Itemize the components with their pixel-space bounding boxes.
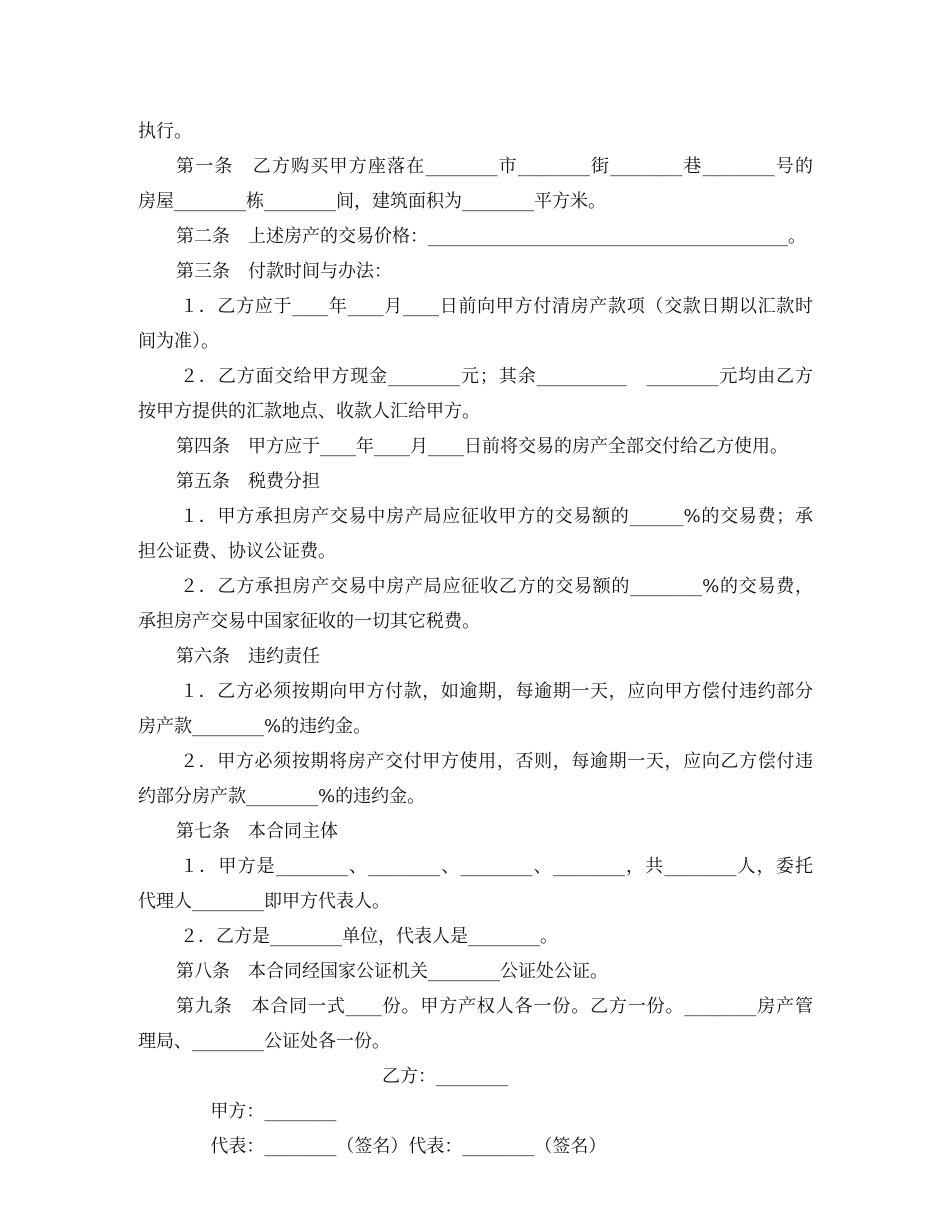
text-line: 约部分房产款________%的违约金。 — [138, 786, 426, 807]
clause-line: ２．甲方必须按期将房产交付甲方使用，否则，每逾期一天，应向乙方偿付违 — [180, 751, 813, 772]
article-9-line: 第九条 本合同一式____份。甲方产权人各一份。乙方一份。________房产管 — [176, 996, 813, 1017]
article-6-heading: 第六条 违约责任 — [176, 646, 320, 667]
text-line: 执行。 — [138, 121, 192, 142]
party-b-label: 乙方：________ — [382, 1066, 508, 1087]
clause-line: ２．乙方面交给甲方现金________元；其余__________ ________元均由乙方 — [180, 366, 813, 387]
article-8-line: 第八条 本合同经国家公证机关________公证处公证。 — [176, 961, 608, 982]
clause-line: １．甲方是________、________、________、________，共________人，委托 — [180, 856, 813, 877]
text-line: 理局、________公证处各一份。 — [138, 1031, 390, 1052]
article-4-line: 第四条 甲方应于____年____月____日前将交易的房产全部交付给乙方使用。 — [176, 436, 788, 457]
rep-a-label: 代表：________（签名） — [210, 1136, 409, 1157]
party-a-label: 甲方：________ — [210, 1101, 337, 1122]
text-line: 承担房产交易中国家征收的一切其它税费。 — [138, 611, 480, 632]
signature-representatives — [138, 1094, 813, 1157]
text-line: 间为准）。 — [138, 331, 219, 352]
text-line: 担公证费、协议公证费。 — [138, 541, 336, 562]
contract-body — [138, 114, 813, 1157]
text-line: 房产款________%的违约金。 — [138, 716, 372, 737]
clause-line: １．甲方承担房产交易中房产局应征收甲方的交易额的______%的交易费；承 — [180, 506, 813, 527]
text-line: 按甲方提供的汇款地点、收款人汇给甲方。 — [138, 401, 480, 422]
clause-line: １．乙方应于____年____月____日前向甲方付清房产款项（交款日期以汇款时 — [180, 296, 813, 317]
article-3-heading: 第三条 付款时间与办法： — [176, 261, 392, 282]
article-7-heading: 第七条 本合同主体 — [176, 821, 338, 842]
signature-parties — [138, 1059, 813, 1122]
text-line: 房屋________栋________间，建筑面积为________平方米。 — [138, 191, 606, 212]
text-line: 代理人________即甲方代表人。 — [138, 891, 390, 912]
clause-line: ２．乙方是________单位，代表人是________。 — [180, 926, 558, 947]
article-2-line: 第二条 上述房产的交易价格：________________________________________。 — [176, 226, 806, 247]
rep-b-label: 代表：________（签名） — [408, 1136, 607, 1157]
article-5-heading: 第五条 税费分担 — [176, 471, 320, 492]
clause-line: ２．乙方承担房产交易中房产局应征收乙方的交易额的________%的交易费， — [180, 576, 813, 597]
clause-line: １．乙方必须按期向甲方付款，如逾期，每逾期一天，应向甲方偿付违约部分 — [180, 681, 813, 702]
article-1-line: 第一条 乙方购买甲方座落在________市________街________巷________号的 — [176, 156, 813, 177]
